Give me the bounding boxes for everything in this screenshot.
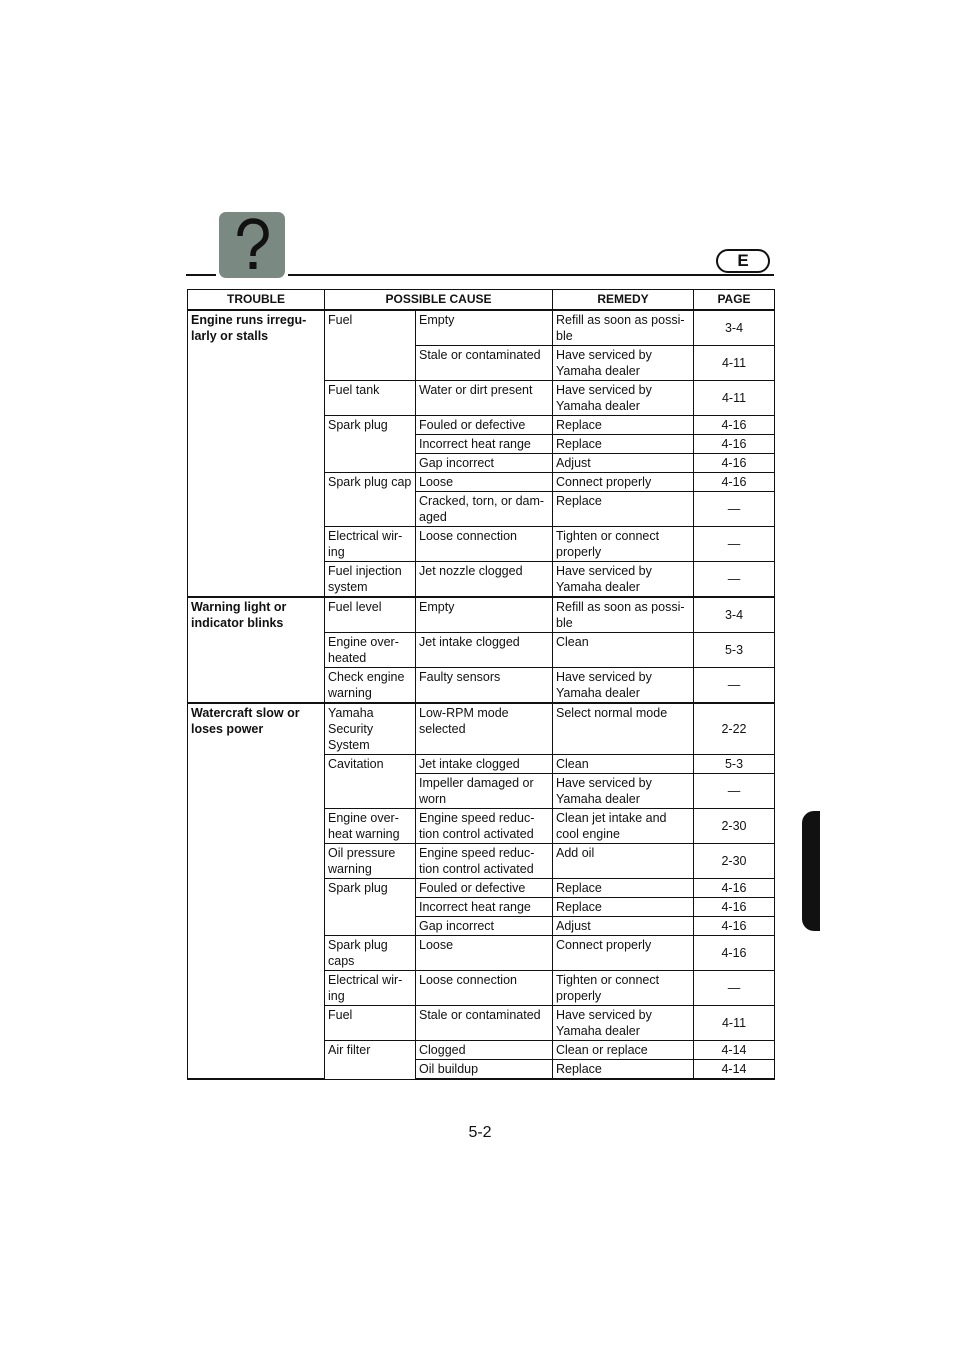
remedy-cell: Replace [553,492,694,527]
remedy-cell: Adjust [553,917,694,936]
component-cell: Fuel injection system [325,562,416,598]
page-cell: 4-11 [694,381,775,416]
remedy-cell: Replace [553,898,694,917]
page-cell: 4-14 [694,1060,775,1080]
page-cell: — [694,562,775,598]
table-row [188,597,775,633]
page-cell: 5-3 [694,633,775,668]
chapter-side-tab [802,811,820,931]
component-cell: Engine over- heated [325,633,416,668]
page-cell: 4-16 [694,473,775,492]
component-cell: Fuel [325,310,416,381]
page-cell: — [694,492,775,527]
page-cell: 4-16 [694,416,775,435]
component-cell: Spark plug [325,416,416,473]
remedy-cell: Clean [553,755,694,774]
column-header-trouble: TROUBLE [188,290,325,311]
remedy-cell: Replace [553,435,694,454]
trouble-cell: Warning light or indicator blinks [188,597,325,703]
remedy-cell: Connect properly [553,473,694,492]
condition-cell: Stale or contaminated [416,346,553,381]
condition-cell: Fouled or defective [416,416,553,435]
condition-cell: Stale or contaminated [416,1006,553,1041]
troubleshooting-table [187,289,775,1080]
page-cell: — [694,668,775,704]
header-rule-left [186,274,216,276]
page-cell: 4-16 [694,879,775,898]
remedy-cell: Have serviced by Yamaha dealer [553,774,694,809]
component-cell: Cavitation [325,755,416,809]
remedy-cell: Refill as soon as possi- ble [553,310,694,346]
page-cell: 2-22 [694,703,775,755]
condition-cell: Faulty sensors [416,668,553,704]
condition-cell: Jet intake clogged [416,633,553,668]
page-cell: 4-11 [694,1006,775,1041]
component-cell: Oil pressure warning [325,844,416,879]
column-header-possible-cause: POSSIBLE CAUSE [325,290,553,311]
table-body [188,310,775,1079]
remedy-cell: Clean [553,633,694,668]
trouble-cell: Engine runs irregu- larly or stalls [188,310,325,597]
remedy-cell: Select normal mode [553,703,694,755]
question-mark-icon [219,212,285,278]
condition-cell: Incorrect heat range [416,435,553,454]
component-cell: Spark plug cap [325,473,416,527]
table-row [188,310,775,346]
condition-cell: Jet nozzle clogged [416,562,553,598]
component-cell: Yamaha Security System [325,703,416,755]
trouble-cell: Watercraft slow or loses power [188,703,325,1079]
page-cell: 4-16 [694,917,775,936]
component-cell: Air filter [325,1041,416,1080]
component-cell: Spark plug caps [325,936,416,971]
component-cell: Fuel tank [325,381,416,416]
component-cell: Spark plug [325,879,416,936]
remedy-cell: Add oil [553,844,694,879]
page-cell: 4-16 [694,454,775,473]
component-cell: Engine over- heat warning [325,809,416,844]
remedy-cell: Have serviced by Yamaha dealer [553,562,694,598]
condition-cell: Cracked, torn, or dam- aged [416,492,553,527]
component-cell: Electrical wir- ing [325,527,416,562]
page-cell: 4-16 [694,435,775,454]
remedy-cell: Adjust [553,454,694,473]
page-number: 5-2 [468,1124,492,1141]
page-cell: 4-11 [694,346,775,381]
page-cell: 2-30 [694,809,775,844]
header-rule-right [288,274,774,276]
condition-cell: Low-RPM mode selected [416,703,553,755]
condition-cell: Clogged [416,1041,553,1060]
remedy-cell: Replace [553,416,694,435]
condition-cell: Jet intake clogged [416,755,553,774]
condition-cell: Water or dirt present [416,381,553,416]
table-row [188,703,775,755]
page-cell: 4-16 [694,936,775,971]
table-header-row [188,290,775,311]
column-header-remedy: REMEDY [553,290,694,311]
page-cell: — [694,971,775,1006]
remedy-cell: Have serviced by Yamaha dealer [553,346,694,381]
condition-cell: Gap incorrect [416,454,553,473]
condition-cell: Loose connection [416,971,553,1006]
page-cell: — [694,527,775,562]
condition-cell: Loose connection [416,527,553,562]
page-cell: 4-14 [694,1041,775,1060]
condition-cell: Fouled or defective [416,879,553,898]
condition-cell: Empty [416,310,553,346]
remedy-cell: Tighten or connect properly [553,971,694,1006]
remedy-cell: Replace [553,879,694,898]
condition-cell: Oil buildup [416,1060,553,1080]
page-cell: 5-3 [694,755,775,774]
remedy-cell: Connect properly [553,936,694,971]
remedy-cell: Tighten or connect properly [553,527,694,562]
condition-cell: Engine speed reduc- tion control activated [416,809,553,844]
remedy-cell: Have serviced by Yamaha dealer [553,668,694,704]
component-cell: Fuel level [325,597,416,633]
remedy-cell: Replace [553,1060,694,1080]
condition-cell: Gap incorrect [416,917,553,936]
remedy-cell: Have serviced by Yamaha dealer [553,381,694,416]
page-cell: 4-16 [694,898,775,917]
remedy-cell: Clean or replace [553,1041,694,1060]
condition-cell: Incorrect heat range [416,898,553,917]
remedy-cell: Have serviced by Yamaha dealer [553,1006,694,1041]
page-cell: 3-4 [694,597,775,633]
condition-cell: Empty [416,597,553,633]
page-cell: — [694,774,775,809]
condition-cell: Impeller damaged or worn [416,774,553,809]
component-cell: Check engine warning [325,668,416,704]
column-header-page: PAGE [694,290,775,311]
page-cell: 2-30 [694,844,775,879]
remedy-cell: Refill as soon as possi- ble [553,597,694,633]
condition-cell: Engine speed reduc- tion control activated [416,844,553,879]
condition-cell: Loose [416,473,553,492]
condition-cell: Loose [416,936,553,971]
component-cell: Fuel [325,1006,416,1041]
component-cell: Electrical wir- ing [325,971,416,1006]
page-cell: 3-4 [694,310,775,346]
remedy-cell: Clean jet intake and cool engine [553,809,694,844]
language-badge: E [716,249,770,273]
